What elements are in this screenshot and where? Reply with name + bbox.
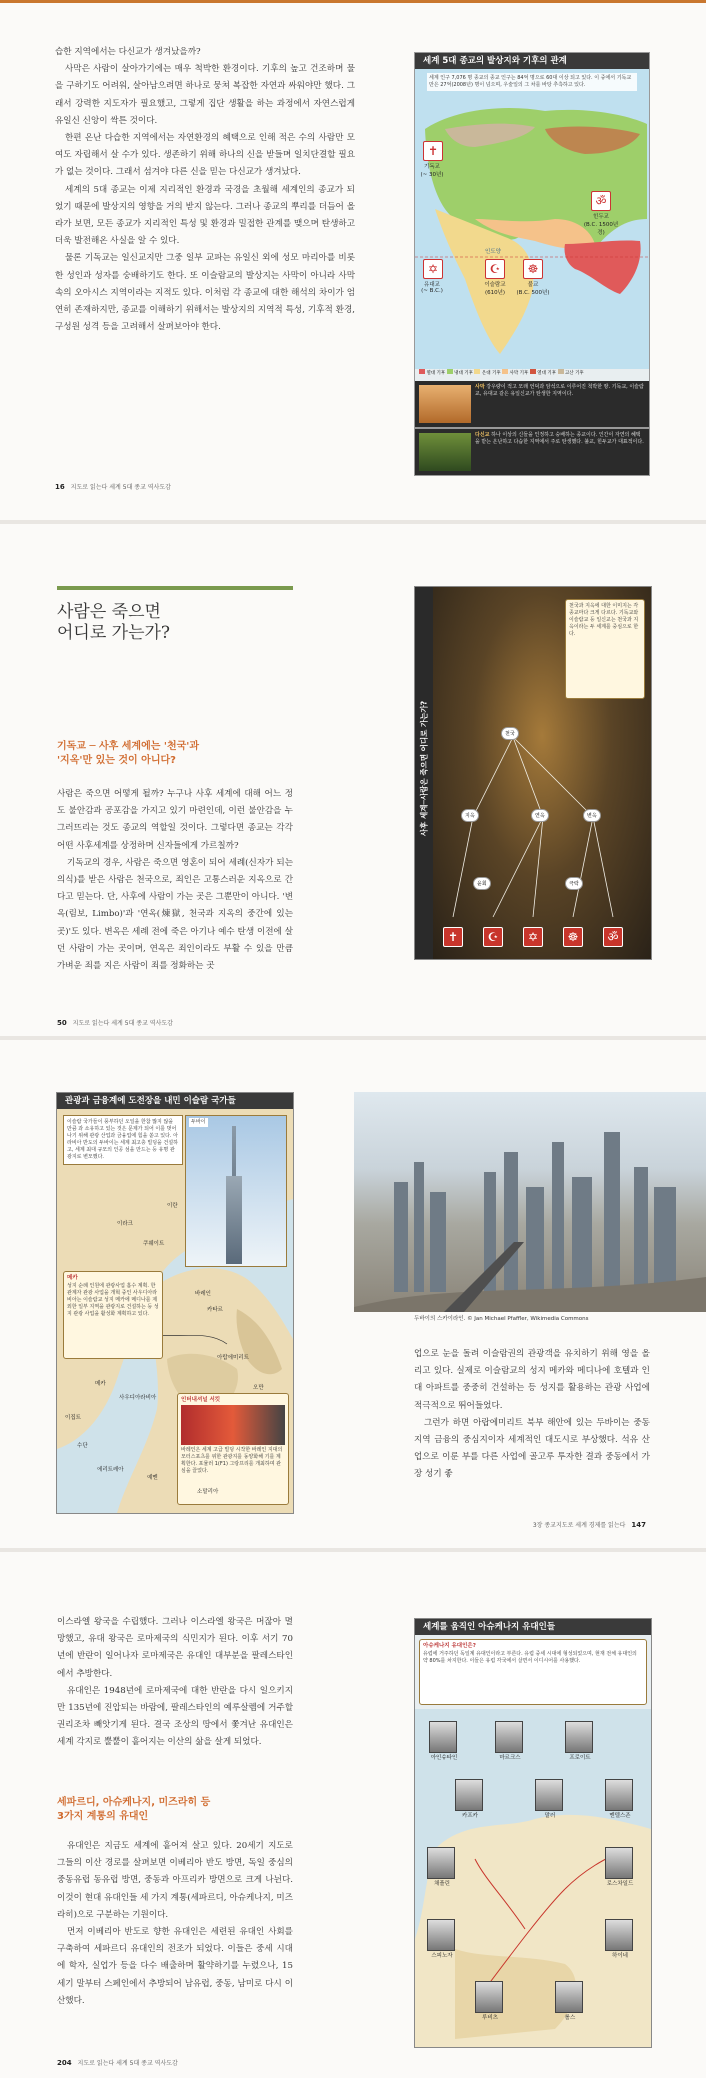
hinduism-om-icon: ॐ <box>591 191 611 211</box>
middle-east-map-panel <box>56 1092 294 1514</box>
map-label: 아랍에미리트 <box>217 1355 249 1361</box>
map-legend <box>419 369 645 379</box>
burj-khalifa-photo <box>185 1115 287 1267</box>
page-number: 16 <box>55 483 65 491</box>
climate-world-map <box>415 69 649 369</box>
portrait: 채플린 <box>427 1847 457 1887</box>
running-title: 3장 종교지도로 세계 경제를 읽는다 <box>532 1522 626 1529</box>
christianity-cross-icon: ✝ <box>443 927 463 947</box>
legend-item: 열대 기후 <box>419 371 445 376</box>
panel-intro: 이슬람 국가들이 풍부하던 오일을 한참 많지 않을 만큼 과 소유하고 있는 것은 문제가 되어 이를 벗어나기 위해 관광 산업과 금융업에 힘을 쏟고 있다. 아라비아 반도의 두바이는 세계 최고층 빌딩을 건설하고, 세계 최대 규모의 인공 섬을 만드는 등 유명 관광지로 변모했다. <box>63 1115 183 1165</box>
photo-strip <box>415 381 649 427</box>
portrait-photo <box>605 1847 633 1879</box>
tower-base <box>226 1176 242 1264</box>
portrait-photo <box>565 1721 593 1753</box>
body-text <box>57 786 293 975</box>
judaism-star-icon: ✡ <box>523 927 543 947</box>
map-label-islam: 이슬람교 (610년) <box>484 282 506 296</box>
photo-caption: 두바이의 스카이라인. © Jan Michael Pfaffler, Wikimedia Commons <box>414 1316 589 1322</box>
legend-item: 사막 기후 <box>502 371 528 376</box>
legend-item: 열대 기후 <box>530 371 556 376</box>
dubai-skyline-photo <box>354 1092 706 1312</box>
hinduism-om-icon: ॐ <box>603 927 623 947</box>
map-label: 에리트레아 <box>97 1467 124 1473</box>
portrait: 하이네 <box>605 1919 635 1959</box>
paragraph: 물론 기독교는 일신교지만 그중 일부 교파는 유일신 외에 성모 마리아를 비롯한 성인과 성자를 숭배하기도 한다. 또 이슬람교의 발상지는 사막이 아니라 사막 속의 오아시스 지역이라는 지적도 있다. 이처럼 각 종교에 대한 해석의 차이가 엄연히 존재하지만, 종교를 이해하기 위해서는 발상지의 지역적 특성, 기후적 환경, 구성원 성격 등을 고려해서 살펴보아야 한다. <box>55 253 355 333</box>
skyline-graphic <box>354 1092 706 1312</box>
running-title: 지도로 읽는다 세계 5대 종교 역사도감 <box>70 484 171 491</box>
map-label-christianity: 기독교 (~ 30년) <box>420 164 444 178</box>
vertical-title: 사후 세계─사람은 죽으면 어디로 가는가? <box>419 700 429 837</box>
portrait: 롤스 <box>555 1981 585 2021</box>
map-label-ocean: 인도양 <box>485 249 501 255</box>
body-text-2 <box>57 1838 293 2010</box>
ashkenazi-panel <box>414 1618 652 2048</box>
portrait: 아인슈타인 <box>429 1721 459 1761</box>
paragraph: 유대인은 1948년에 로마제국에 대한 반란을 다시 일으키지만 135년에 진압되는 바람에, 팔레스타인의 예루살렘에 거주할 권리조차 빼앗기게 된다. 결국 조상의 땅에서 쫓겨난 유대인은 세계 각지로 뿔뿔이 흩어지는 이산의 삶을 살게 되었다. <box>57 1685 293 1748</box>
portrait: 마르크스 <box>495 1721 525 1761</box>
paragraph: 그런가 하면 아랍에미리트 북부 해안에 있는 두바이는 중동 지역 금융의 중심지이자 세계적인 대도시로 부상했다. 석유 산업으로 이룬 부를 다른 사업에 골고루 투자한 결과 중동에서 가장 성기 좋 <box>414 1417 650 1480</box>
legend-item: 온대 기후 <box>474 371 500 376</box>
map-label-buddhism: 불교 (B.C. 500년) <box>516 282 550 296</box>
book-page-afterlife <box>0 524 706 1036</box>
map-label: 메카 <box>95 1381 106 1387</box>
portrait: 루비츠 <box>475 1981 505 2021</box>
portrait: 프로이트 <box>565 1721 595 1761</box>
islam-crescent-icon: ☪ <box>483 927 503 947</box>
paragraph: 이스라엘 왕국을 수립했다. 그러나 이스라엘 왕국은 머잖아 멸망했고, 유대 왕국은 로마제국의 식민지가 된다. 이후 서기 70년에 반란이 일어나자 로마제국은 유대인 대부분을 팔레스타인에서 추방한다. <box>57 1617 293 1679</box>
portrait-photo <box>555 1981 583 2013</box>
polytheism-caption: 다신교 하나 이상의 신들을 인정하고 숭배하는 종교이다. 인간이 자연의 혜택을 받는 온난하고 다습한 지역에서 주로 탄생했다. 불교, 힌두교가 대표적이다. <box>475 432 644 445</box>
folio <box>520 1520 650 1529</box>
node-purgatory: 연옥 <box>531 809 549 822</box>
book-page-religion-climate <box>0 0 706 520</box>
callout-box: 천국과 지옥에 대한 이미지는 각 종교마다 크게 다르다. 기독교와 이슬람교 등 일신교는 천국과 지옥이라는 두 세계를 중심으로 한다. <box>565 599 645 699</box>
portrait: 말러 <box>535 1779 565 1819</box>
portrait-photo <box>475 1981 503 2013</box>
portrait-photo <box>535 1779 563 1811</box>
paragraph: 사막은 사람이 살아가기에는 매우 척박한 환경이다. 기후의 높고 건조하며 물을 구하기도 어려워, 살아남으려면 하나로 뭉쳐 복잡한 자연과 싸워야만 했다. 그래서 강력한 지도자가 필요했고, 그렇게 집단 생활을 하는 과정에서 자연스럽게 유일신 신앙이 싹튼 것이다. <box>55 64 355 126</box>
legend-item: 고산 기후 <box>558 371 584 376</box>
christianity-cross-icon: ✝ <box>423 141 443 161</box>
desert-caption: 사막 강우량이 적고 모래 언덕과 암석으로 이루어진 척박한 땅. 기독교, 이슬람교, 유대교 같은 유일신교가 탄생한 지역이다. <box>475 384 644 397</box>
portrait-photo <box>455 1779 483 1811</box>
paragraph: 업으로 눈을 돌려 이슬람권의 관광객을 유치하기 위해 영을 올리고 있다. 실제로 이슬람교의 성지 메카와 메디나에 호텔과 인대 아파트를 중중히 건설하는 등 성지를 활용하는 관광 사업에 적극적으로 뛰어들었다. <box>414 1349 650 1411</box>
folio <box>57 2058 178 2067</box>
map-label: 이라크 <box>117 1221 133 1227</box>
map-label-judaism: 유대교 (~ B.C.) <box>421 282 443 294</box>
map-label: 바레인 <box>195 1291 211 1297</box>
page-number: 50 <box>57 1019 67 1027</box>
book-page-islamic-tourism <box>0 1040 706 1548</box>
folio <box>55 482 171 491</box>
map-label: 수단 <box>77 1443 88 1449</box>
portrait-photo <box>427 1919 455 1951</box>
portrait-photo <box>605 1919 633 1951</box>
map-label-hinduism: 힌두교 (B.C. 1500년경) <box>583 214 619 236</box>
portrait-photo <box>427 1847 455 1879</box>
definition-box: 아슈케나지 유대인은? 유럽에 거주하던 독일계 유대인이라고 부른다. 유럽 중세 시대에 형성되었으며, 현재 전체 유대인의 약 80%를 차지한다. 이들은 유럽 각국에서 살면서 이디시어를 사용했다. <box>419 1639 647 1705</box>
node-heaven: 천국 <box>501 727 519 740</box>
paragraph: 사람은 죽으면 어떻게 될까? 누구나 사후 세계에 대해 어느 정도 불안감과 공포감을 가지고 있기 마련인데, 이런 불안감을 누그러뜨리는 것도 종교의 역할일 것이다. 그렇다면 종교는 각각 어떤 사후세계를 상정하며 신자들에게 가르칠까? <box>57 789 293 851</box>
paragraph: 기독교의 경우, 사람은 죽으면 영혼이 되어 세례(신자가 되는 의식)를 받은 사람은 천국으로, 죄인은 고통스러운 지옥으로 간다고 믿는다. 단, 사후에 사람이 가는 곳은 그뿐만이 아니다. '변옥(림보, Limbo)'과 '연옥(煉獄, 천국과 지옥의 중간에 있는 곳)'도 있다. 변옥은 세례 전에 죽은 아기나 예수 탄생 이전에 살던 사람이 가는 곳이며, 연옥은 죄인이라도 부활 수 있을 만큼 가벼운 죄를 지은 사람이 죄를 정화하는 곳 <box>57 857 293 972</box>
map-label: 쿠웨이트 <box>143 1241 165 1247</box>
map-label: 이집트 <box>65 1415 81 1421</box>
people-grid <box>425 1719 645 2039</box>
buddhism-wheel-icon: ☸ <box>563 927 583 947</box>
paragraph: 유대인은 지금도 세계에 흩어져 살고 있다. 20세기 지도로 그들의 이산 경로를 살펴보면 이베리아 반도 방면, 독일 중심의 중동유럽 동유럽 방면, 중동과 아프리카 방면으로 크게 나뉜다. 이것이 현대 유대인들 세 가지 계통(세파르디, 아슈케나지, 미즈라히)으로 구분하는 기원이다. <box>57 1841 293 1920</box>
photo-label: 두바이 <box>191 1119 206 1125</box>
top-edge-stripe <box>0 0 706 3</box>
portrait: 로스차일드 <box>605 1847 635 1887</box>
world-religion-map-panel <box>414 52 650 428</box>
subheading: 기독교 ─ 사후 세계에는 '천국'과 '지옥'만 있는 것이 아니다? <box>57 741 199 766</box>
judaism-star-icon: ✡ <box>423 259 443 279</box>
portrait: 멘델스존 <box>605 1779 635 1819</box>
running-title: 지도로 읽는다 세계 5대 종교 역사도감 <box>72 1020 173 1027</box>
paragraph: 세계의 5대 종교는 이제 지리적인 환경과 국경을 초월해 세계인의 종교가 되었기 때문에 발상지의 영향을 거의 받지 않는다. 그러나 종교의 뿌리를 더듬어 올라가 보면, 모든 종교가 지리적인 특성 및 환경과 밀접한 관계를 맺으며 탄생하고 더욱 발전해온 사실을 알 수 있다. <box>55 184 355 247</box>
chapter-rule <box>57 586 293 590</box>
running-title: 지도로 읽는다 세계 5대 종교 역사도감 <box>77 2060 178 2067</box>
map-label: 이란 <box>167 1203 178 1209</box>
map-label: 오만 <box>253 1385 264 1391</box>
polytheism-strip <box>414 428 650 476</box>
body-text <box>57 1614 293 1752</box>
portrait-photo <box>495 1721 523 1753</box>
body-text <box>55 44 355 336</box>
book-page-jewish-diaspora <box>0 1552 706 2078</box>
map-label: 소말리아 <box>197 1489 219 1495</box>
body-text <box>414 1346 650 1484</box>
paragraph: 습한 지역에서는 다신교가 생겨났을까? <box>55 47 201 57</box>
panel-title: 관광과 금융계에 도전장을 내민 이슬람 국가들 <box>57 1093 293 1109</box>
f1-car-photo <box>181 1405 285 1445</box>
map-intro-text: 세계 인구 7,076 명 종교의 종교 인구는 84억 명으로 60대 이상 되고 있다. 이 중에서 기독교만은 27억(2008년) 명이 넘으며, 우술일의 그 차를 바탕 추측하고 있다. <box>427 73 637 91</box>
paragraph: 먼저 이베리아 반도로 향한 유대인은 세련된 유대인 사회를 구축하여 세파르디 유대인의 전조가 되었다. 이들은 중세 시대에 학자, 실업가 등을 다수 배출하며 활약하기를 누렸으나, 15세기 말부터 스페인에서 추방되어 남유럽, 중동, 남미로 다시 이산했다. <box>57 1927 293 2006</box>
vertical-title-bar <box>415 587 433 959</box>
portrait-photo <box>605 1779 633 1811</box>
afterlife-diagram-panel <box>414 586 652 960</box>
panel-title: 세계를 움직인 아슈케나지 유대인들 <box>415 1619 651 1635</box>
islam-crescent-icon: ☪ <box>485 259 505 279</box>
mecca-callout: 메카 성지 순례 인원에 관광사업 흡수 계획. 한 관계자 관광 사업을 개혁 중인 사우디아라비아는 이슬람교 성지 메카에 메디나를 제외한 일부 지역을 관광지로 건설하는 등 성지 관광 사업을 활성화 계획하고 있다. <box>63 1271 163 1359</box>
desert-photo <box>419 385 471 423</box>
legend-item: 냉대 기후 <box>447 371 473 376</box>
node-reincarnation: 윤회 <box>473 877 491 890</box>
page-number: 204 <box>57 2059 72 2067</box>
map-label: 예멘 <box>147 1475 158 1481</box>
f1-callout: 인터내셔널 서킷 바레인은 세계 고급 빌딩 시작한 바레인 지대의 모터스포츠를 위한 관광지를 동양화해 기를 계획한다. 포뮬러 1(F1) 그랑프리를 개최하며 관심을 끌었다. <box>177 1393 289 1505</box>
portrait: 스피노자 <box>427 1919 457 1959</box>
forest-photo <box>419 433 471 471</box>
portrait-photo <box>429 1721 457 1753</box>
paragraph: 한편 온난 다습한 지역에서는 자연환경의 혜택으로 인해 적은 수의 사람만 모여도 자립해서 살 수가 있다. 생존하기 위해 하나의 신을 받들며 일치단결할 필요가 없는 것이다. 그래서 섬겨야 다른 신을 믿는 다신교가 생겨났다. <box>55 133 355 178</box>
section-title: 사람은 죽으면 어디로 가는가? <box>57 602 171 643</box>
portrait: 카프카 <box>455 1779 485 1819</box>
map-label: 사우디아라비아 <box>119 1395 157 1401</box>
buddhism-wheel-icon: ☸ <box>523 259 543 279</box>
map-label: 카타르 <box>207 1307 223 1313</box>
node-paradise: 극락 <box>565 877 583 890</box>
page-number: 147 <box>631 1521 646 1529</box>
node-hell: 지옥 <box>461 809 479 822</box>
subheading: 세파르디, 아슈케나지, 미즈라히 등 3가지 계통의 유대인 <box>57 1797 211 1822</box>
node-limbo: 변옥 <box>583 809 601 822</box>
folio <box>57 1018 173 1027</box>
panel-title: 세계 5대 종교의 발상지와 기후의 관계 <box>415 53 649 69</box>
